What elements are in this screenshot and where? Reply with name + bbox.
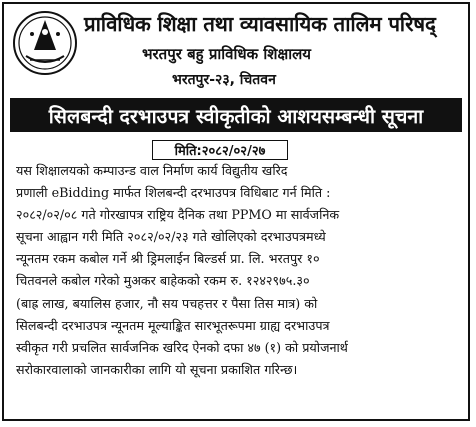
body-line: २०८२/०२/०८ गते गोरखापत्र राष्ट्रिय दैनिक तथा PPMO मा सार्वजनिक: [16, 207, 340, 223]
body-line: सिलबन्दी दरभाउपत्र न्यूनतम मूल्याङ्कित सारभूतरूपमा ग्राह्य दरभाउपत्र: [16, 317, 330, 333]
body-line: यस शिक्षालयको कम्पाउन्ड वाल निर्माण कार्य विद्युतीय खरिद: [16, 163, 288, 178]
college-name: भरतपुर बहु प्राविधिक शिक्षालय: [142, 45, 311, 63]
college-address: भरतपुर-२३, चितवन: [172, 72, 276, 88]
body-line: सूचना आह्वान गरी मिति २०८२/०२/२३ गते खोलिएको दरभाउपत्रमध्ये: [16, 229, 326, 245]
body-line: चितवनले कबोल गरेको मुअकर बाहेकको रकम रु. १२४२९७५.३०: [16, 273, 310, 289]
org-name: प्राविधिक शिक्षा तथा व्यावसायिक तालिम परिषद्: [84, 12, 436, 36]
notice-date: मिति:२०८२/०२/२७: [152, 140, 288, 160]
notice-title: सिलबन्दी दरभाउपत्र स्वीकृतीको आशयसम्बन्धी सूचना: [10, 98, 462, 132]
body-line: प्रणाली eBidding मार्फत शिलबन्दी दरभाउपत्र विधिबाट गर्न मिति :: [16, 185, 331, 201]
nepal-emblem-icon: [12, 10, 78, 76]
notice-body: [16, 160, 460, 381]
notice-panel: [2, 2, 470, 421]
body-line: (बाह्र लाख, बयालिस हजार, नौ सय पचहत्तर र पैसा तिस मात्र) को: [16, 295, 318, 311]
body-line: न्यूनतम रकम कबोल गर्ने श्री ड्रिमलाईन बिल्डर्स प्रा. लि. भरतपुर १०: [16, 251, 320, 267]
body-line: स्वीकृत गरी प्रचलित सार्वजनिक खरिद ऐनको दफा ४७ (१) को प्रयोजनार्थ: [16, 339, 348, 355]
body-line: सरोकारवालाको जानकारीका लागि यो सूचना प्रकाशित गरिन्छ।: [16, 361, 298, 377]
